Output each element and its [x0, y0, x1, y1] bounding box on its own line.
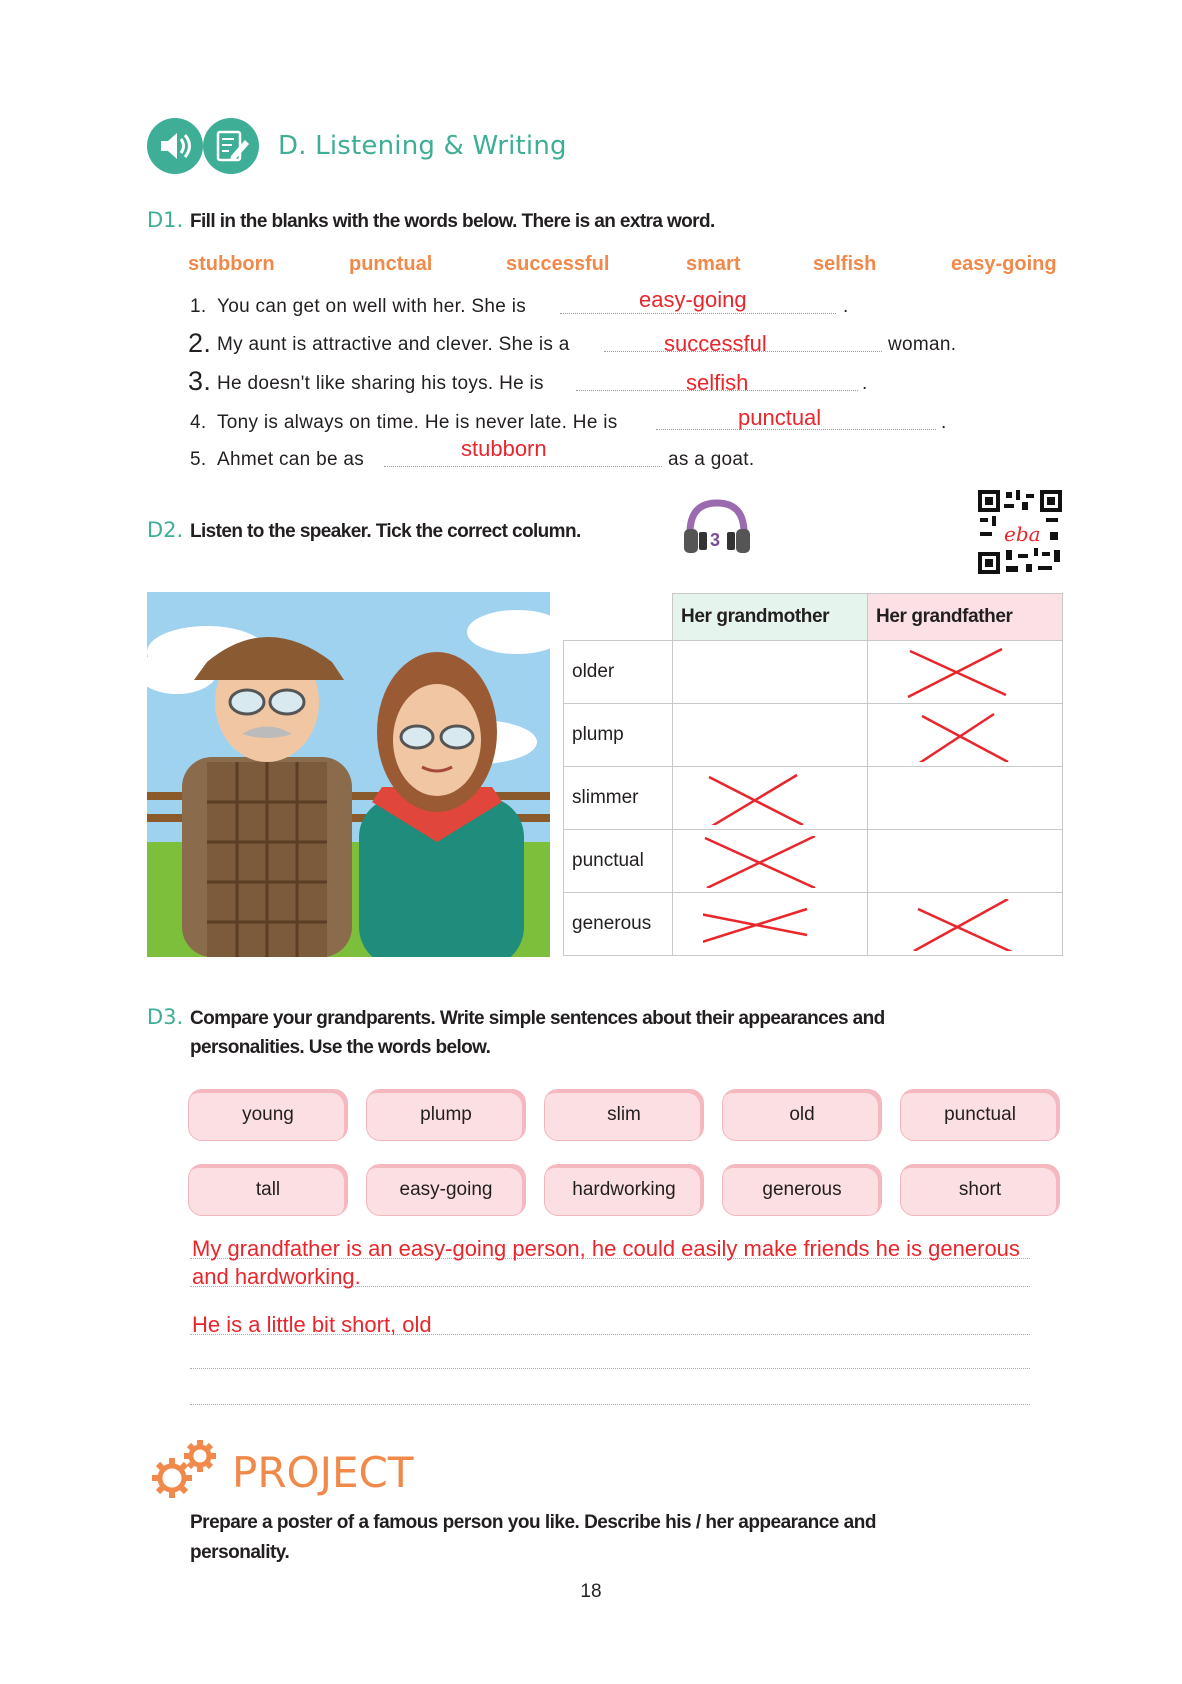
word-bank-item: stubborn [188, 253, 275, 275]
sentence-end: . [862, 373, 868, 394]
d3-instruction: Compare your grandparents. Write simple sentences about their appearances and [190, 1008, 885, 1029]
row-label: punctual [564, 830, 673, 893]
tick-cell[interactable] [868, 767, 1063, 830]
word-bank-item: punctual [349, 253, 433, 275]
table-corner [564, 594, 673, 641]
d3-number: D3. [147, 1005, 184, 1029]
answer-text: successful [664, 331, 767, 356]
sentence-text: He doesn't like sharing his toys. He is [217, 373, 544, 394]
project-line: personality. [190, 1542, 290, 1563]
project-title: PROJECT [232, 1448, 414, 1497]
d2-number: D2. [147, 518, 184, 542]
column-header: Her grandmother [673, 594, 868, 641]
table-row [564, 767, 1063, 830]
cross-mark [898, 899, 1016, 951]
table-row [564, 893, 1063, 956]
sentence-number: 5. [190, 449, 207, 470]
written-answer: My grandfather is an easy-going person, he could easily make friends he is generous [192, 1236, 1020, 1261]
word-chip: plump [366, 1089, 526, 1141]
written-answer: He is a little bit short, old [192, 1312, 432, 1337]
cross-mark [898, 710, 1016, 762]
tick-cell[interactable] [673, 704, 868, 767]
d3-instruction: personalities. Use the words below. [190, 1037, 491, 1058]
d1-instruction: Fill in the blanks with the words below. There is an extra word. [190, 211, 715, 232]
sentence-end: woman. [888, 334, 957, 355]
word-bank-item: selfish [813, 253, 877, 275]
word-chip: punctual [900, 1089, 1060, 1141]
sentence-number: 2. [188, 328, 212, 358]
writing-icon[interactable] [203, 118, 259, 174]
sentence-number: 3. [188, 366, 212, 396]
writing-line[interactable] [190, 1368, 1030, 1369]
cross-mark [703, 836, 821, 888]
cross-mark [703, 899, 821, 951]
gears-icon [146, 1436, 222, 1502]
sentence-number: 1. [190, 296, 207, 317]
answer-blank[interactable] [560, 313, 836, 314]
sentence-text: Tony is always on time. He is never late. He is [217, 412, 618, 433]
headphones-icon[interactable] [680, 497, 754, 557]
qr-label: eba [1004, 522, 1041, 546]
sentence-end: . [941, 412, 947, 433]
writing-line[interactable] [190, 1404, 1030, 1405]
tick-cell[interactable] [868, 704, 1063, 767]
table-row [564, 641, 1063, 704]
tick-cell[interactable] [673, 767, 868, 830]
project-line: Prepare a poster of a famous person you like. Describe his / her appearance and [190, 1512, 876, 1533]
sentence-text: My aunt is attractive and clever. She is a [217, 334, 570, 355]
word-chip: tall [188, 1164, 348, 1216]
page-number: 18 [580, 1581, 602, 1602]
table-row [564, 830, 1063, 893]
answer-text: stubborn [461, 436, 547, 461]
tick-cell[interactable] [673, 641, 868, 704]
word-bank-item: successful [506, 253, 610, 275]
sentence-text: You can get on well with her. She is [217, 296, 527, 317]
d2-instruction: Listen to the speaker. Tick the correct column. [190, 521, 581, 542]
sentence-text: Ahmet can be as [217, 449, 365, 470]
row-label: slimmer [564, 767, 673, 830]
word-chip: hardworking [544, 1164, 704, 1216]
qr-code[interactable] [976, 488, 1064, 576]
written-answer: and hardworking. [192, 1264, 361, 1289]
row-label: plump [564, 704, 673, 767]
tick-cell[interactable] [673, 830, 868, 893]
sentence-end: . [843, 296, 849, 317]
word-chip: slim [544, 1089, 704, 1141]
cross-mark [898, 647, 1016, 699]
tick-cell[interactable] [868, 830, 1063, 893]
answer-text: selfish [686, 370, 749, 395]
tick-table [563, 593, 1063, 956]
word-chip: old [722, 1089, 882, 1141]
tick-cell[interactable] [868, 641, 1063, 704]
column-header: Her grandfather [868, 594, 1063, 641]
word-chip: young [188, 1089, 348, 1141]
tick-cell[interactable] [868, 893, 1063, 956]
grandparents-illustration [147, 592, 550, 957]
section-title: D. Listening & Writing [278, 131, 567, 161]
word-chip: short [900, 1164, 1060, 1216]
track-number: 3 [710, 530, 721, 550]
sentence-end: as a goat. [668, 449, 755, 470]
project-text [190, 1508, 1070, 1568]
word-chip: generous [722, 1164, 882, 1216]
answer-text: punctual [738, 405, 822, 430]
word-chip: easy-going [366, 1164, 526, 1216]
answer-blank[interactable] [384, 466, 662, 467]
answer-text: easy-going [639, 287, 747, 312]
cross-mark [703, 773, 821, 825]
word-bank-item: smart [686, 253, 741, 275]
sentence-number: 4. [190, 412, 207, 433]
speaker-icon[interactable] [147, 118, 203, 174]
tick-cell[interactable] [673, 893, 868, 956]
row-label: older [564, 641, 673, 704]
d1-number: D1. [147, 208, 184, 232]
row-label: generous [564, 893, 673, 956]
word-bank-item: easy-going [951, 253, 1057, 275]
table-row [564, 704, 1063, 767]
